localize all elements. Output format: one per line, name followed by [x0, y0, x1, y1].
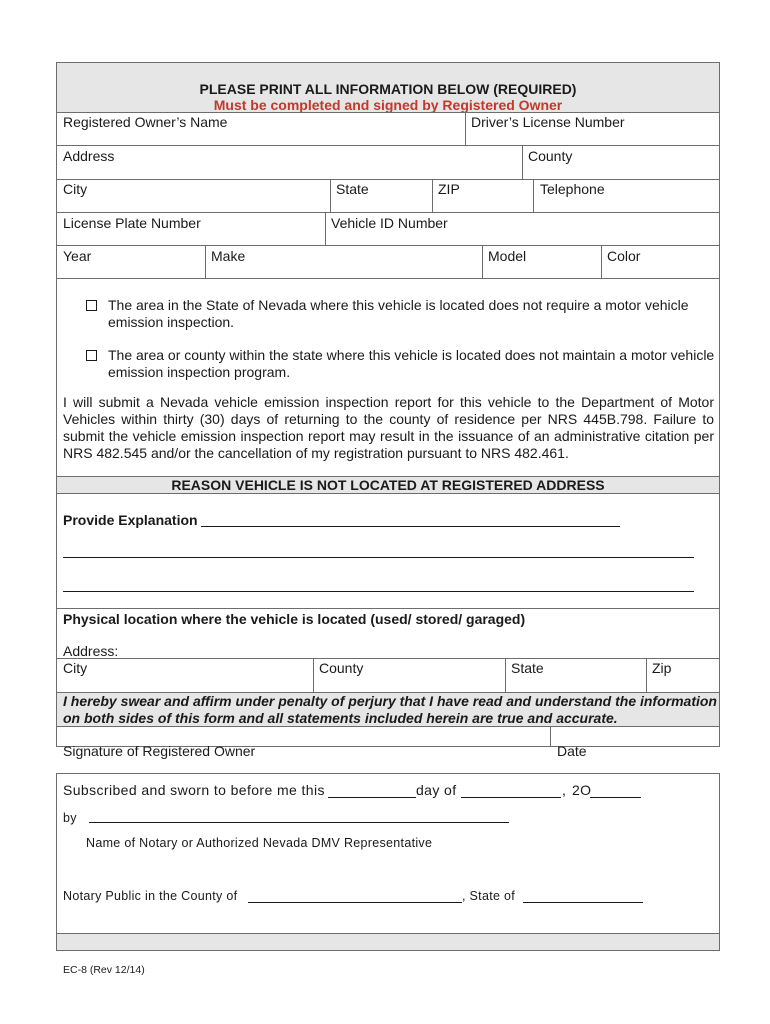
- make-field[interactable]: Make: [211, 248, 246, 264]
- explanation-line-1[interactable]: [201, 526, 620, 527]
- physical-city-field[interactable]: City: [63, 660, 88, 676]
- notary-name-line[interactable]: [89, 822, 509, 823]
- year-prefix: 2O: [572, 782, 592, 798]
- owner-name-field[interactable]: Registered Owner’s Name: [63, 114, 228, 130]
- notary-state-text: , State of: [462, 889, 516, 903]
- notary-county-text: Notary Public in the County of: [63, 889, 238, 903]
- no-inspection-program-checkbox[interactable]: [86, 350, 97, 361]
- explanation-line-2[interactable]: [63, 557, 694, 558]
- county-field[interactable]: County: [528, 148, 573, 164]
- color-field[interactable]: Color: [607, 248, 641, 264]
- explanation-label: Provide Explanation: [63, 512, 198, 528]
- sworn-month-line[interactable]: [461, 797, 561, 798]
- notary-state-line[interactable]: [523, 902, 643, 903]
- sworn-text: Subscribed and sworn to before me this: [63, 782, 325, 798]
- notary-name-label: Name of Notary or Authorized Nevada DMV Representative: [86, 836, 433, 850]
- physical-zip-field[interactable]: Zip: [652, 660, 672, 676]
- physical-county-field[interactable]: County: [319, 660, 364, 676]
- checkbox-2-line2: emission inspection program.: [108, 364, 291, 380]
- notary-frame: [56, 773, 720, 951]
- physical-state-field[interactable]: State: [511, 660, 544, 676]
- emission-statement: I will submit a Nevada vehicle emission inspection report for this vehicle to the Department of Motor Vehicles within thirty (30) days of returning to the county of residence per NRS 445B.798. Failure to submit the vehicle emission inspection report may result in the issuance of an administrative citation per NRS 482.545 and/or the cancellation of my registration pursuant to NRS 482.461.: [63, 394, 714, 461]
- state-field[interactable]: State: [336, 181, 369, 197]
- form-subtitle: Must be completed and signed by Registered Owner: [213, 97, 563, 113]
- form-id: EC-8 (Rev 12/14): [63, 964, 145, 976]
- year-field[interactable]: Year: [63, 248, 92, 264]
- zip-field[interactable]: ZIP: [438, 181, 460, 197]
- sworn-day-line[interactable]: [328, 797, 416, 798]
- affirmation-line2: on both sides of this form and all statements included herein are true and accurate.: [63, 710, 618, 726]
- checkbox-1-line2: emission inspection.: [108, 314, 235, 330]
- city-field[interactable]: City: [63, 181, 88, 197]
- physical-location-heading: Physical location where the vehicle is located (used/ stored/ garaged): [63, 611, 526, 627]
- comma-text: ,: [562, 782, 566, 798]
- model-field[interactable]: Model: [488, 248, 527, 264]
- affirmation-line1: I hereby swear and affirm under penalty of perjury that I have read and understand the information: [63, 693, 717, 709]
- owner-signature-field[interactable]: Signature of Registered Owner: [63, 743, 256, 759]
- checkbox-2-line1: The area or county within the state where this vehicle is located does not maintain a motor vehicle: [108, 347, 715, 363]
- drivers-license-field[interactable]: Driver’s License Number: [471, 114, 625, 130]
- sworn-year-line[interactable]: [590, 797, 641, 798]
- notary-county-line[interactable]: [248, 902, 462, 903]
- reason-heading: REASON VEHICLE IS NOT LOCATED AT REGISTERED ADDRESS: [171, 477, 605, 493]
- address-field[interactable]: Address: [63, 148, 115, 164]
- telephone-field[interactable]: Telephone: [540, 181, 605, 197]
- notary-bottom-band: [57, 933, 719, 950]
- physical-address-field[interactable]: Address:: [63, 643, 119, 659]
- vin-field[interactable]: Vehicle ID Number: [331, 215, 448, 231]
- day-of-text: day of: [416, 782, 457, 798]
- form-title: PLEASE PRINT ALL INFORMATION BELOW (REQUIRED): [199, 81, 577, 97]
- signature-date-field[interactable]: Date: [557, 743, 587, 759]
- by-text: by: [63, 811, 77, 825]
- no-inspection-required-checkbox[interactable]: [86, 300, 97, 311]
- checkbox-1-line1: The area in the State of Nevada where this vehicle is located does not require a motor vehicle: [108, 297, 689, 313]
- explanation-line-3[interactable]: [63, 591, 694, 592]
- plate-field[interactable]: License Plate Number: [63, 215, 201, 231]
